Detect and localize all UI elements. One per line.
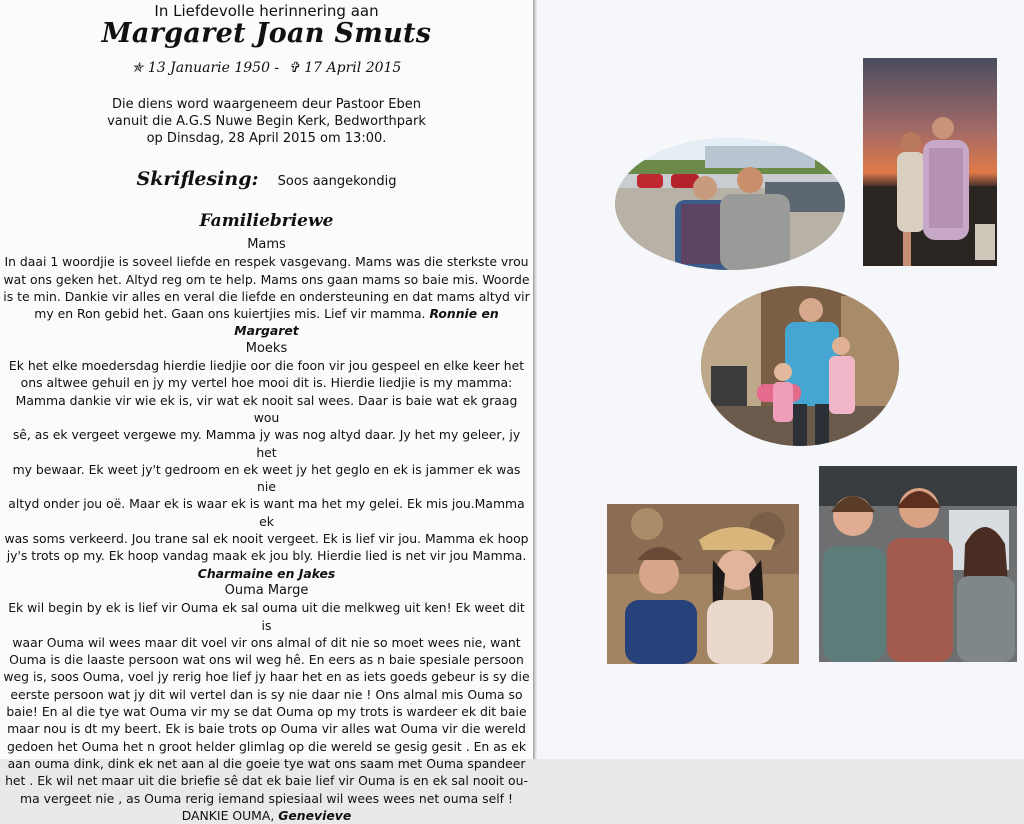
scripture-row	[0, 168, 533, 190]
seaside-couple-image	[615, 138, 845, 270]
letter-line: Ouma is die laaste persoon wat ons wil weg hê. En eers as n baie spesiale persoon	[9, 652, 524, 668]
letter-line: ons altwee gehuil en jy my vertel hoe mooi dit is. Hierdie liedjie is my mamma:	[20, 375, 513, 391]
grandmother-girls-image	[701, 286, 899, 446]
letter-line: my bewaar. Ek weet jy't gedroom en ek weet jy het geglo en ek is jammer ek was nie	[12, 461, 521, 495]
letter-signature: Ronnie en Margaret	[234, 306, 499, 339]
star-icon: ✯	[131, 60, 144, 76]
letter-line: het . Ek wil net maar uit die briefie sê dat ek baie lief vir Ouma is en ek sal nooit ou-	[5, 773, 528, 789]
letter-line: wat ons geken het. Altyd reg om te help. Mams ons gaan mams so baie mis. Woorde	[3, 271, 530, 287]
photo-three-women	[819, 466, 1017, 662]
letter-line: was soms verkeerd. Jou trane sal ek nooit vergeet. Ek is lief vir jou. Mamma ek hoop	[4, 531, 529, 547]
birth-date: 13 Januarie 1950 -	[147, 60, 280, 76]
letter-line: DANKIE OUMA, Genevieve	[181, 807, 352, 823]
letter-line: waar Ouma wil wees maar dit voel vir ons almal of dit nie so moet wees nie, want	[12, 634, 521, 650]
photo-oval-seaside-couple	[615, 138, 845, 270]
letter-heading: Moeks	[245, 340, 288, 356]
letter-line: altyd onder jou oë. Maar ek is waar ek is want ma het my gelei. Ek mis jou.Mamma ek	[8, 496, 525, 529]
letter-line: weg is, soos Ouma, voel jy rerig hoe lief jy haar het en as iets goeds gebeur is sy die	[3, 669, 530, 685]
letter-signature: Genevieve	[278, 807, 352, 823]
scripture-value: Soos aangekondig	[277, 174, 397, 189]
letter-line: sê, as ek vergeet vergewe my. Mamma jy was nog altyd daar. Jy het my geleer, jy het	[12, 427, 521, 460]
cross-icon: ✞	[288, 60, 300, 76]
letter-signature: Charmaine en Jakes	[197, 565, 336, 581]
letter-line: ma vergeet nie , as Ouma rerig iemand spiesiaal wil wees wees net ouma self !	[20, 790, 513, 806]
service-line: Die diens word waargeneem deur Pastoor Eben	[112, 97, 421, 112]
scripture-label: Skriflesing:	[136, 168, 259, 190]
two-women-rock-image	[607, 504, 799, 664]
letter-heading: Mams	[247, 237, 286, 252]
letter-line: Ek wil begin by ek is lief vir Ouma ek sal ouma uit die melkweg uit ken! Ek weet dit is	[8, 600, 525, 633]
letter-line: is te min. Dankie vir alles en veral die liefde en ondersteuning en dat mams altyd vir	[3, 288, 530, 304]
photo-oval-grandmother-girls	[701, 286, 899, 446]
memorial-header: In Liefdevolle herinnering aan	[154, 2, 379, 20]
letter-line: Ek het elke moedersdag hierdie liedjie oor die foon vir jou gespeel en elke keer het	[8, 358, 525, 374]
letter-line: my en Ron gebid het. Gaan ons kuiertjies mis. Lief vir mamma. Ronnie en Margaret	[34, 306, 499, 339]
letters-title: Familiebriewe	[199, 211, 334, 231]
letter-line: eerste persoon wat jy dit wil vertel dan is sy nie daar nie ! Ons almal mis Ouma so	[10, 686, 523, 702]
letter-line: baie! En al die tye wat Ouma vir my se dat Ouma op my trots is wardeer ek dit baie	[6, 704, 527, 720]
three-women-image	[819, 466, 1017, 662]
letter-line: Mamma dankie vir wie ek is, vir wat ek nooit sal wees. Daar is baie wat ek graag wou	[15, 392, 518, 425]
service-line: vanuit die A.G.S Nuwe Begin Kerk, Bedworthpark	[107, 114, 426, 129]
letters-body	[2, 236, 531, 824]
letter-line: gedoen het Ouma het n groot helder glimlag op die wereld se gesig gesit . En as ek	[6, 738, 526, 754]
letter-line: jy's trots op my. Ek hoop vandag maak ek jou bly. Hierdie lied is net vir jou Mamma.	[6, 548, 527, 564]
letter-heading: Ouma Marge	[224, 582, 309, 598]
letter-line: maar nou is dt my beert. Ek is baie trots op Ouma vir alles wat Ouma vir die wereld	[7, 721, 526, 737]
letter-line: In daai 1 woordjie is soveel liefde en respek vasgevang. Mams was die sterkste vrou	[4, 254, 529, 270]
letter-line: aan ouma dink, dink ek net aan al die goeie tye wat ons saam met Ouma spandeer	[7, 755, 526, 771]
photo-two-women-rock	[607, 504, 799, 664]
service-details	[0, 96, 533, 147]
death-date: 17 April 2015	[304, 60, 402, 76]
service-line: op Dinsdag, 28 April 2015 om 13:00.	[146, 131, 387, 146]
sunset-women-image	[863, 58, 997, 266]
right-page	[537, 0, 1024, 759]
life-dates	[0, 60, 533, 76]
deceased-name: Margaret Joan Smuts	[101, 18, 432, 49]
photo-sunset-two-women	[863, 58, 997, 266]
